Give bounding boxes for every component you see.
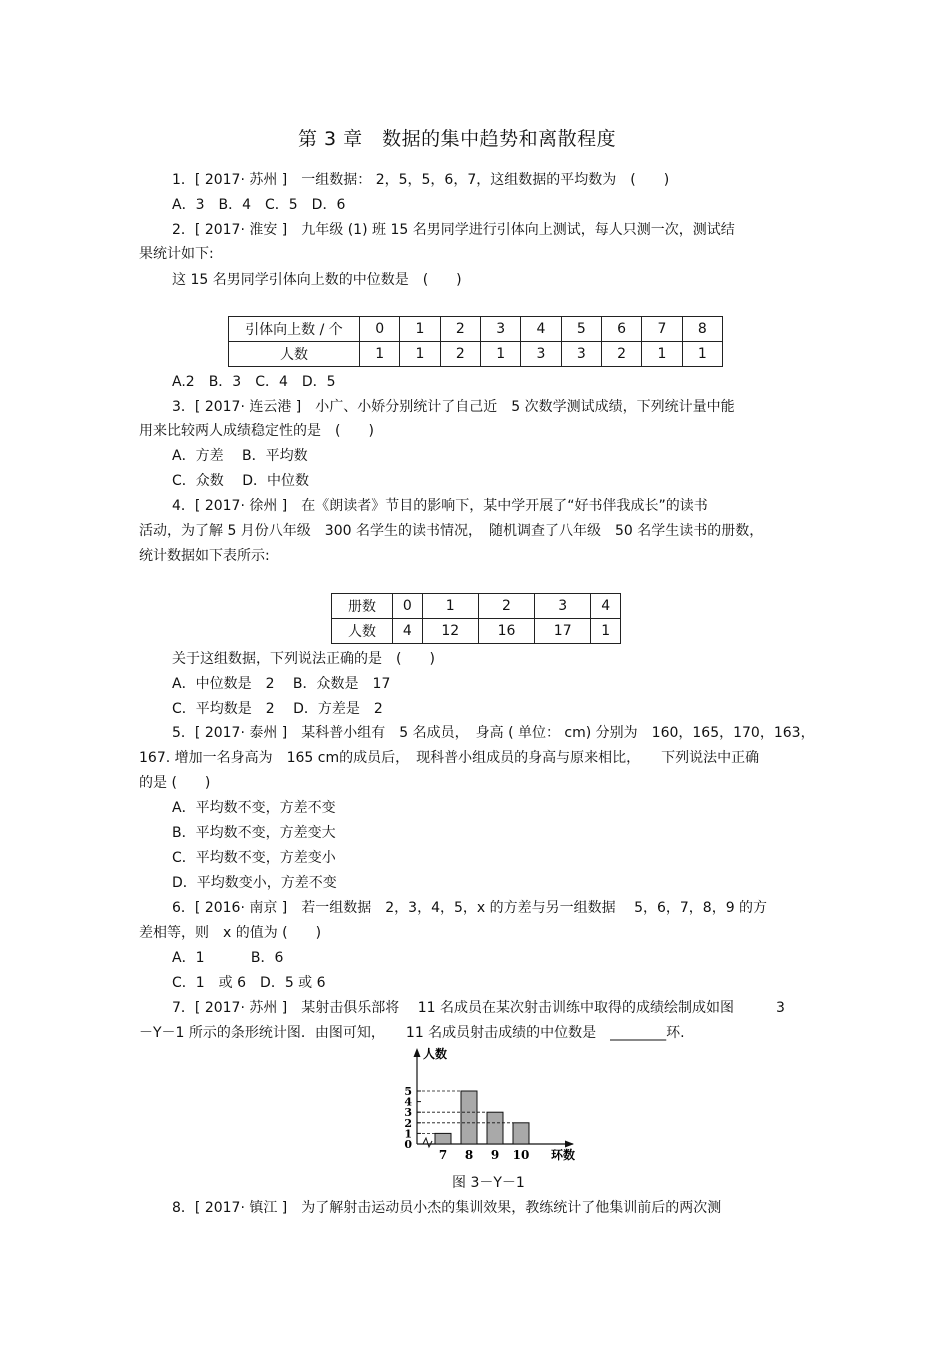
table-cell: 3 xyxy=(561,342,601,367)
bar xyxy=(461,1091,477,1144)
q4-table xyxy=(331,593,621,644)
table-row-header: 引体向上数 / 个 xyxy=(229,317,360,342)
axis-break-mark xyxy=(423,1138,432,1147)
table-row xyxy=(332,594,621,619)
q6-stem-2: 差相等，则 x 的值为 ( ) xyxy=(139,925,322,941)
table-cell: 1 xyxy=(642,342,682,367)
q3-stem-1: 3．[ 2017· 连云港 ] 小广、小娇分别统计了自己近 5 次数学测试成绩，下列统计量中能 xyxy=(172,399,735,415)
table-cell: 1 xyxy=(400,342,440,367)
table-row-header: 册数 xyxy=(332,594,393,619)
table-cell: 2 xyxy=(440,342,480,367)
table-cell: 0 xyxy=(360,317,400,342)
q4-stem-3: 统计数据如下表所示: xyxy=(139,548,270,564)
table-cell: 17 xyxy=(535,619,591,644)
q5-stem-1: 5．[ 2017· 泰州 ] 某科普小组有 5 名成员， 身高 ( 单位： cm) 分别为 160，165，170，163， xyxy=(172,725,815,741)
table-cell: 8 xyxy=(682,317,722,342)
table-cell: 3 xyxy=(480,317,520,342)
q3-options-1: A．方差 B．平均数 xyxy=(172,448,308,464)
q1-options: A．3 B．4 C．5 D．6 xyxy=(172,197,346,213)
q8-stem-1: 8．[ 2017· 镇江 ] 为了解射击运动员小杰的集训效果，教练统计了他集训前后的两次测 xyxy=(172,1200,722,1216)
q1-stem: 1．[ 2017· 苏州 ] 一组数据： 2，5，5，6，7，这组数据的平均数为 ( ) xyxy=(172,172,670,188)
table-cell: 1 xyxy=(591,619,621,644)
q4-stem-1: 4．[ 2017· 徐州 ] 在《朗读者》节目的影响下，某中学开展了“好书伴我成长”的读书 xyxy=(172,498,708,514)
table-cell: 1 xyxy=(682,342,722,367)
x-tick-label: 8 xyxy=(464,1148,474,1162)
q5-stem-2: 167. 增加一名身高为 165 cm的成员后， 现科普小组成员的身高与原来相比， 下列说法中正确 xyxy=(139,750,760,766)
table-cell: 7 xyxy=(642,317,682,342)
table-cell: 3 xyxy=(521,342,561,367)
q4-options-1: A．中位数是 2 B．众数是 17 xyxy=(172,676,391,692)
table-cell: 1 xyxy=(400,317,440,342)
table-row xyxy=(229,342,723,367)
q2-stem-2: 果统计如下: xyxy=(139,246,214,262)
q2-stem-3: 这 15 名男同学引体向上数的中位数是 ( ) xyxy=(172,272,462,288)
q5-stem-3: 的是 ( ) xyxy=(139,775,211,791)
q2-stem-1: 2．[ 2017· 淮安 ] 九年级 (1) 班 15 名男同学进行引体向上测试，每人只测一次，测试结 xyxy=(172,222,735,238)
y-tick-label: 3 xyxy=(404,1106,412,1120)
q5-option-d: D．平均数变小，方差不变 xyxy=(172,875,337,891)
table-cell: 5 xyxy=(561,317,601,342)
x-axis-arrow xyxy=(565,1141,574,1148)
q6-options-2: C．1 或 6 D．5 或 6 xyxy=(172,975,326,991)
q4-stem-2: 活动，为了解 5 月份八年级 300 名学生的读书情况， 随机调查了八年级 50 名学生读书的册数， xyxy=(139,523,764,539)
table-cell: 4 xyxy=(521,317,561,342)
table-row xyxy=(332,619,621,644)
bar-chart xyxy=(395,1045,595,1167)
bar xyxy=(435,1133,451,1144)
table-cell: 12 xyxy=(422,619,478,644)
q6-stem-1: 6．[ 2016· 南京 ] 若一组数据 2，3，4，5，x 的方差与另一组数据 5，6，7，8，9 的方 xyxy=(172,900,768,916)
q3-options-2: C．众数 D．中位数 xyxy=(172,473,310,489)
y-axis-title: 人数 xyxy=(423,1047,448,1061)
table-cell: 4 xyxy=(591,594,621,619)
table-row-header: 人数 xyxy=(332,619,393,644)
q2-options: A.2 B．3 C．4 D．5 xyxy=(172,374,336,390)
q4-options-2: C．平均数是 2 D．方差是 2 xyxy=(172,701,383,717)
bar xyxy=(513,1123,529,1144)
table-cell: 0 xyxy=(393,594,423,619)
table-row-header: 人数 xyxy=(229,342,360,367)
table-cell: 2 xyxy=(478,594,534,619)
page-title: 第 3 章 数据的集中趋势和离散程度 xyxy=(298,128,617,150)
table-cell: 4 xyxy=(393,619,423,644)
q4-question: 关于这组数据，下列说法正确的是 ( ) xyxy=(172,651,435,667)
table-cell: 3 xyxy=(535,594,591,619)
table-cell: 6 xyxy=(601,317,641,342)
x-tick-label: 7 xyxy=(438,1148,448,1162)
y-axis-arrow xyxy=(414,1048,421,1057)
x-axis-title: 环数 xyxy=(551,1148,576,1162)
y-tick-label: 5 xyxy=(404,1085,412,1098)
y-tick-label: 1 xyxy=(404,1127,412,1141)
table-cell: 16 xyxy=(478,619,534,644)
table-cell: 1 xyxy=(360,342,400,367)
table-row xyxy=(229,317,723,342)
table-cell: 1 xyxy=(480,342,520,367)
x-tick-label: 9 xyxy=(490,1148,500,1162)
q2-table xyxy=(228,316,723,367)
q6-options-1: A．1 B．6 xyxy=(172,950,284,966)
q5-option-c: C．平均数不变，方差变小 xyxy=(172,850,336,866)
y-tick-label: 2 xyxy=(404,1116,412,1130)
figure-caption: 图 3－Y－1 xyxy=(452,1175,525,1191)
y-tick-label: 0 xyxy=(404,1138,412,1151)
bar xyxy=(487,1112,503,1144)
table-cell: 2 xyxy=(601,342,641,367)
q7-stem-2: －Y－1 所示的条形统计图．由图可知， 11 名成员射击成绩的中位数是 ________环. xyxy=(139,1025,685,1041)
y-tick-label: 4 xyxy=(404,1095,412,1109)
table-cell: 1 xyxy=(422,594,478,619)
q5-option-a: A．平均数不变，方差不变 xyxy=(172,800,336,816)
q5-option-b: B．平均数不变，方差变大 xyxy=(172,825,336,841)
q3-stem-2: 用来比较两人成绩稳定性的是 ( ) xyxy=(139,423,374,439)
x-tick-label: 10 xyxy=(512,1148,530,1162)
q7-stem-1: 7．[ 2017· 苏州 ] 某射击俱乐部将 11 名成员在某次射击训练中取得的成绩绘制成如图 3 xyxy=(172,1000,785,1016)
table-cell: 2 xyxy=(440,317,480,342)
